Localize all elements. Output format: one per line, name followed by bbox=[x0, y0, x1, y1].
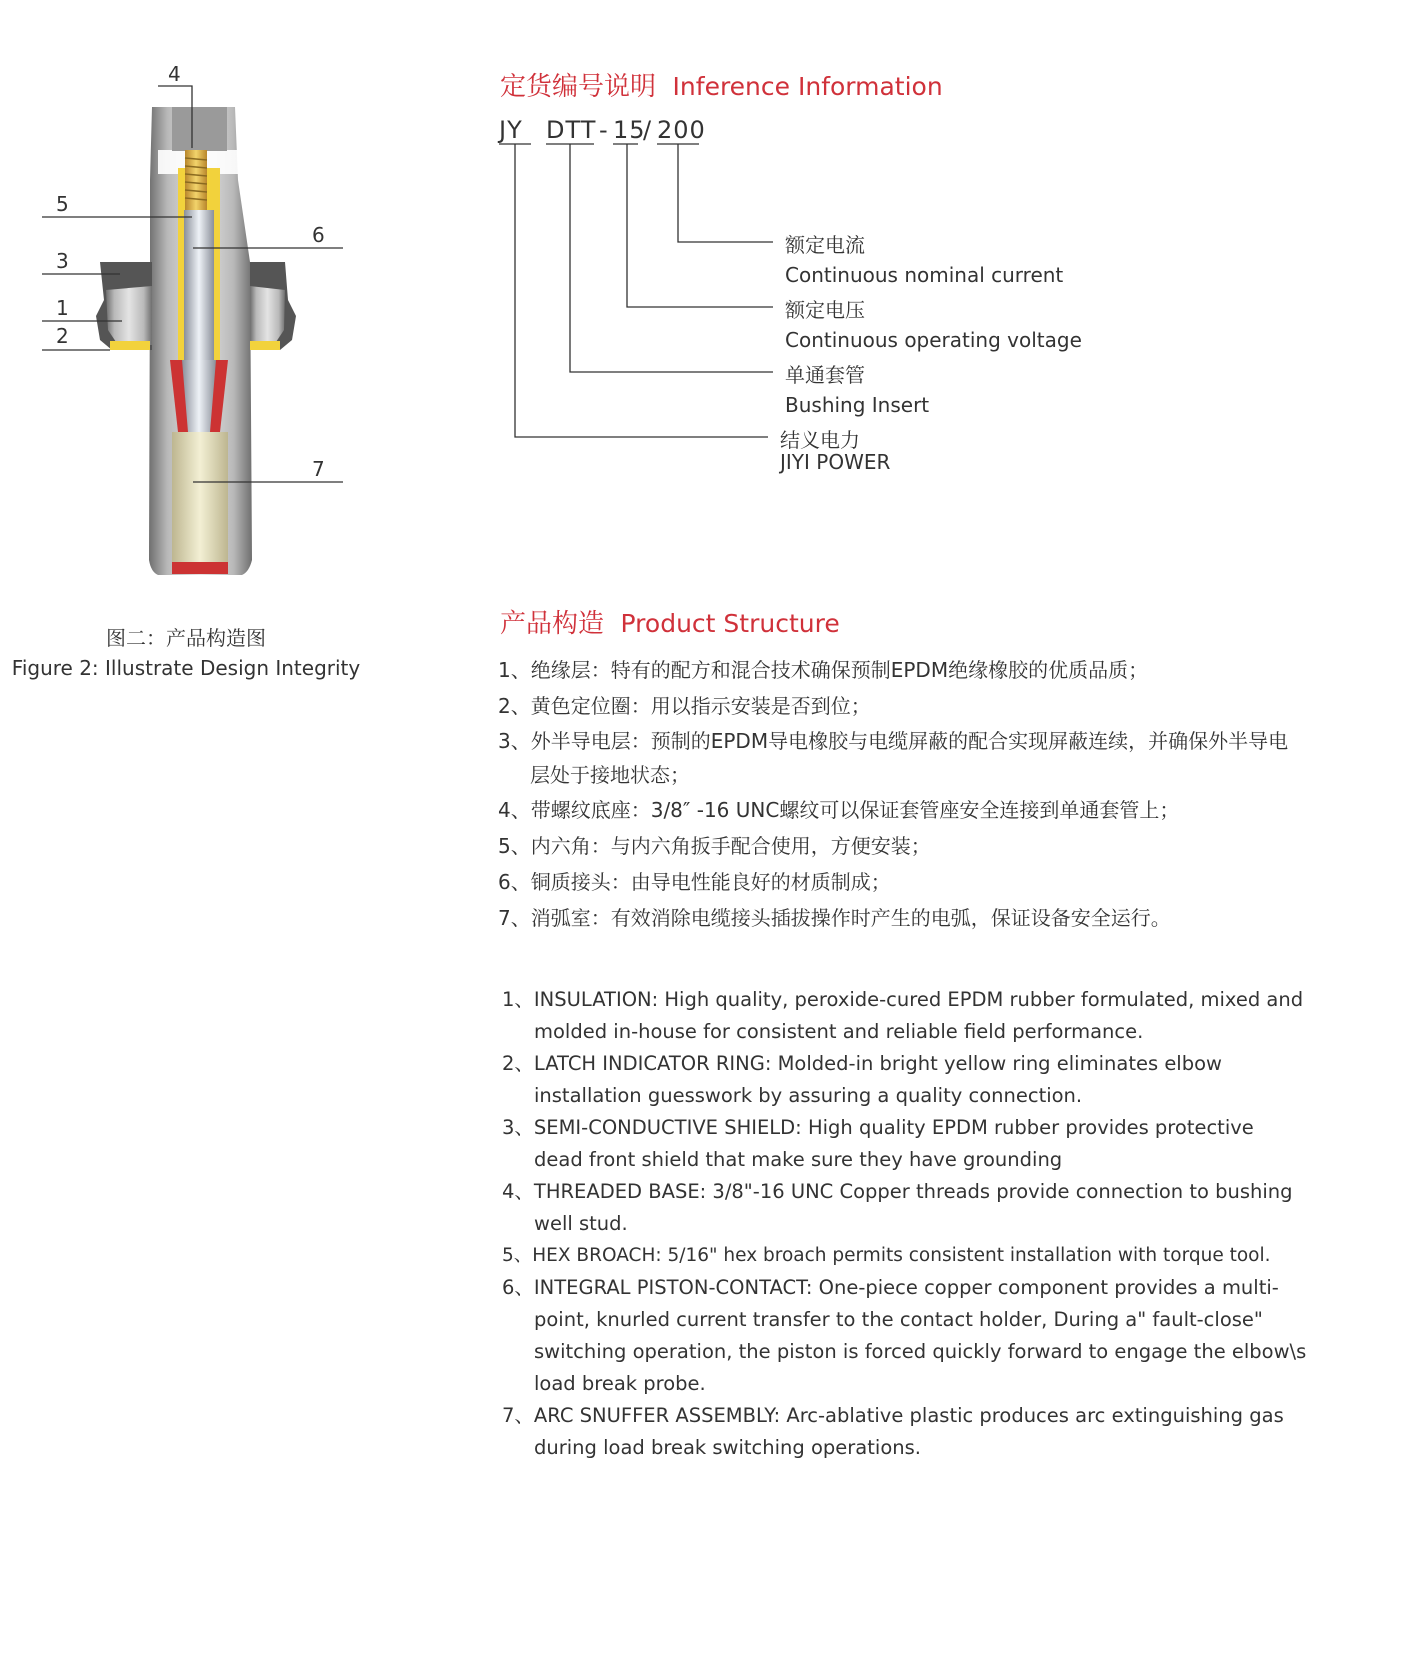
structure-item-cn: 1、绝缘层：特有的配方和混合技术确保预制EPDM绝缘橡胶的优质品质； bbox=[498, 658, 1149, 682]
structure-item-en: 6、INTEGRAL PISTON-CONTACT: One-piece copper component provides a multi-point, knurled current transfer to the contact holder, During a" fault-close" switching operation, the piston is forced quickly forward to engage the elbow\s load break probe. bbox=[502, 1276, 1307, 1395]
structure-item-en: 3、SEMI-CONDUCTIVE SHIELD: High quality EPDM rubber provides protective dead front shield that make sure they have grounding bbox=[502, 1116, 1254, 1171]
code-part-dtt: DTT bbox=[546, 116, 597, 144]
inference-title-cn: 定货编号说明 bbox=[500, 72, 657, 102]
structure-title-cn: 产品构造 bbox=[500, 609, 605, 639]
structure-item-cn: 7、消弧室：有效消除电缆接头插拔操作时产生的电弧，保证设备安全运行。 bbox=[498, 906, 1171, 930]
code-part-jy: JY bbox=[499, 116, 523, 144]
structure-item-en: 2、LATCH INDICATOR RING: Molded-in bright yellow ring eliminates elbow installation guesswork by assuring a quality connection. bbox=[502, 1052, 1222, 1107]
structure-item-cn: 4、带螺纹底座：3/8″ -16 UNC螺纹可以保证套管座安全连接到单通套管上； bbox=[498, 798, 1180, 822]
label-brand-en: JIYI POWER bbox=[780, 450, 891, 474]
structure-title-en: Product Structure bbox=[620, 609, 840, 638]
label-current-cn: 额定电流 bbox=[785, 233, 865, 257]
structure-list-en bbox=[502, 984, 1308, 1464]
latch-indicator-ring bbox=[110, 341, 150, 350]
structure-item-en: 4、THREADED BASE: 3/8"-16 UNC Copper threads provide connection to bushing well stud. bbox=[502, 1180, 1293, 1235]
label-bushing-cn: 单通套管 bbox=[785, 363, 865, 387]
code-sep-2: / bbox=[643, 116, 653, 144]
code-part-200: 200 bbox=[657, 116, 706, 144]
label-voltage-cn: 额定电压 bbox=[785, 298, 865, 322]
label-bushing-en: Bushing Insert bbox=[785, 393, 930, 417]
bushing-illustration bbox=[0, 0, 420, 640]
piston-contact bbox=[184, 210, 214, 360]
structure-list-cn bbox=[498, 652, 1298, 936]
inference-title bbox=[500, 66, 943, 103]
label-voltage-en: Continuous operating voltage bbox=[785, 328, 1082, 352]
structure-item-cn: 2、黄色定位圈：用以指示安装是否到位； bbox=[498, 694, 871, 718]
structure-title bbox=[500, 603, 840, 640]
structure-item-en: 7、ARC SNUFFER ASSEMBLY: Arc-ablative plastic produces arc extinguishing gas during load break switching operations. bbox=[502, 1404, 1284, 1459]
code-sep-1: - bbox=[599, 116, 609, 144]
callout-5: 5 bbox=[56, 192, 69, 216]
callout-4: 4 bbox=[168, 62, 181, 86]
callout-6: 6 bbox=[312, 223, 325, 247]
structure-item-en: 1、INSULATION: High quality, peroxide-cured EPDM rubber formulated, mixed and molded in-house for consistent and reliable field performance. bbox=[502, 988, 1304, 1043]
structure-item-cn: 5、内六角：与内六角扳手配合使用，方便安装； bbox=[498, 834, 931, 858]
callout-2: 2 bbox=[56, 324, 69, 348]
structure-item-cn: 6、铜质接头：由导电性能良好的材质制成； bbox=[498, 870, 891, 894]
inference-title-en: Inference Information bbox=[672, 72, 943, 101]
structure-item-cn: 3、外半导电层：预制的EPDM导电橡胶与电缆屏蔽的配合实现屏蔽连续，并确保外半导电层处于接地状态； bbox=[498, 729, 1289, 787]
structure-item-en: 5、HEX BROACH: 5/16" hex broach permits consistent installation with torque tool. bbox=[502, 1245, 1271, 1266]
label-current-en: Continuous nominal current bbox=[785, 263, 1064, 287]
callout-1: 1 bbox=[56, 296, 69, 320]
label-brand-cn: 结义电力 bbox=[780, 428, 860, 452]
code-part-15: 15 bbox=[613, 116, 646, 144]
figure-caption-en: Figure 2: Illustrate Design Integrity bbox=[11, 656, 361, 680]
arc-snuffer bbox=[172, 432, 228, 564]
callout-7: 7 bbox=[312, 457, 325, 481]
callout-3: 3 bbox=[56, 249, 69, 273]
figure-caption-cn: 图二：产品构造图 bbox=[106, 626, 266, 650]
